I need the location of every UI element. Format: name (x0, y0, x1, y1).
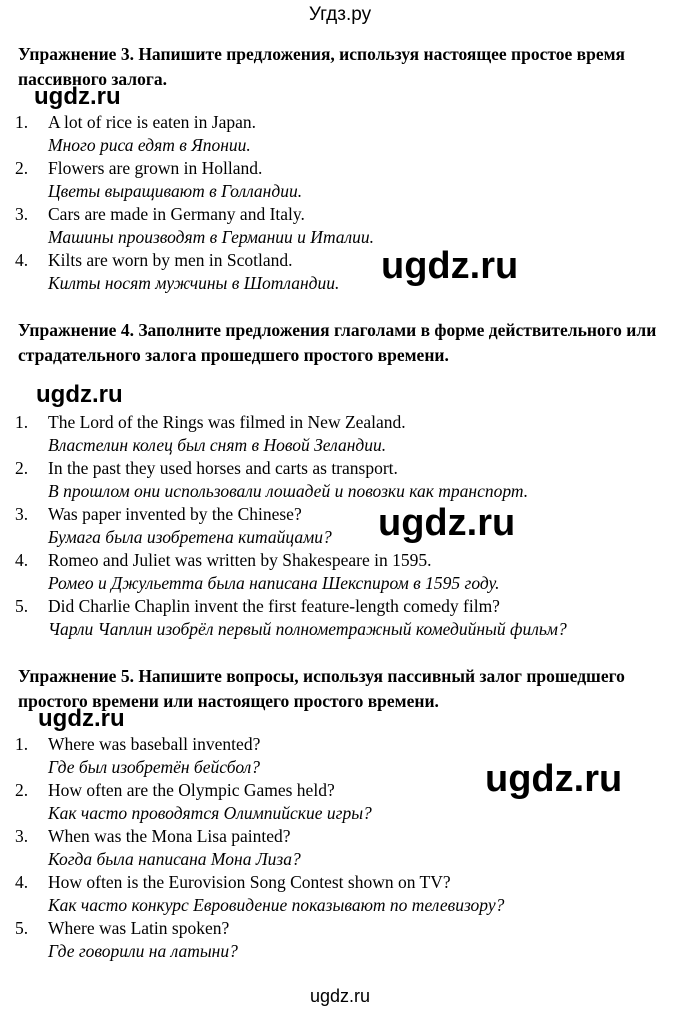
item-english: Was paper invented by the Chinese? (48, 504, 302, 524)
watermark: ugdz.ru (38, 705, 125, 732)
item-english: Where was Latin spoken? (48, 918, 230, 938)
list-item (15, 203, 675, 249)
item-russian: Властелин колец был снят в Новой Зеландии. (48, 435, 387, 455)
item-number: 2. (15, 780, 29, 800)
item-number: 4. (15, 872, 29, 892)
item-number: 2. (15, 158, 29, 178)
list-item (15, 249, 675, 295)
list-item (15, 503, 675, 549)
item-russian: Как часто конкурс Евровидение показывают по телевизору? (48, 895, 505, 915)
item-russian: Много риса едят в Японии. (48, 135, 251, 155)
list-item (15, 457, 675, 503)
item-russian: Как часто проводятся Олимпийские игры? (48, 803, 372, 823)
item-english: Flowers are grown in Holland. (48, 158, 263, 178)
site-header: Угдз.ру (308, 4, 372, 25)
item-russian: Где говорили на латыни? (48, 941, 238, 961)
item-russian: В прошлом они использовали лошадей и повозки как транспорт. (48, 481, 529, 501)
item-number: 4. (15, 250, 29, 270)
item-english: When was the Mona Lisa painted? (48, 826, 291, 846)
watermark: ugdz.ru (34, 83, 121, 110)
list-item (15, 549, 675, 595)
watermark: ugdz.ru (36, 381, 123, 408)
item-english: Where was baseball invented? (48, 734, 261, 754)
item-russian: Бумага была изобретена китайцами? (48, 527, 332, 547)
watermark: ugdz.ru (381, 245, 519, 287)
item-english: Kilts are worn by men in Scotland. (48, 250, 293, 270)
item-number: 2. (15, 458, 29, 478)
item-english: In the past they used horses and carts as transport. (48, 458, 398, 478)
list-item (15, 871, 675, 917)
item-number: 1. (15, 734, 29, 754)
item-english: Cars are made in Germany and Italy. (48, 204, 305, 224)
exercise-3-list (15, 111, 675, 295)
item-russian: Чарли Чаплин изобрёл первый полнометражный комедийный фильм? (48, 619, 567, 639)
item-number: 5. (15, 596, 29, 616)
watermark: ugdz.ru (378, 502, 516, 544)
item-number: 5. (15, 918, 29, 938)
item-number: 1. (15, 412, 29, 432)
list-item (15, 157, 675, 203)
item-russian: Цветы выращивают в Голландии. (48, 181, 303, 201)
exercise-4-title: Упражнение 4. Заполните предложения глаголами в форме действительного или страдательного залога прошедшего простого времени. (18, 320, 657, 365)
list-item (15, 111, 675, 157)
item-number: 3. (15, 826, 29, 846)
item-english: How often are the Olympic Games held? (48, 780, 335, 800)
item-number: 3. (15, 504, 29, 524)
exercise-4-list (15, 411, 675, 641)
exercise-3-title: Упражнение 3. Напишите предложения, используя настоящее простое время пассивного залога. (18, 44, 625, 89)
item-english: Did Charlie Chaplin invent the first feature-length comedy film? (48, 596, 500, 616)
list-item (15, 917, 675, 963)
item-number: 4. (15, 550, 29, 570)
item-english: How often is the Eurovision Song Contest shown on TV? (48, 872, 451, 892)
item-russian: Килты носят мужчины в Шотландии. (48, 273, 340, 293)
watermark: ugdz.ru (485, 758, 623, 800)
item-russian: Ромео и Джульетта была написана Шекспиром в 1595 году. (48, 573, 500, 593)
item-english: Romeo and Juliet was written by Shakespeare in 1595. (48, 550, 432, 570)
item-russian: Когда была написана Мона Лиза? (48, 849, 301, 869)
item-number: 1. (15, 112, 29, 132)
item-english: A lot of rice is eaten in Japan. (48, 112, 256, 132)
list-item (15, 595, 675, 641)
site-footer: ugdz.ru (309, 986, 371, 1006)
item-russian: Машины производят в Германии и Италии. (48, 227, 375, 247)
list-item (15, 411, 675, 457)
item-number: 3. (15, 204, 29, 224)
item-english: The Lord of the Rings was filmed in New Zealand. (48, 412, 406, 432)
item-russian: Где был изобретён бейсбол? (48, 757, 261, 777)
exercise-5-title: Упражнение 5. Напишите вопросы, используя пассивный залог прошедшего простого времени или настоящего простого времени. (18, 666, 625, 711)
list-item (15, 825, 675, 871)
